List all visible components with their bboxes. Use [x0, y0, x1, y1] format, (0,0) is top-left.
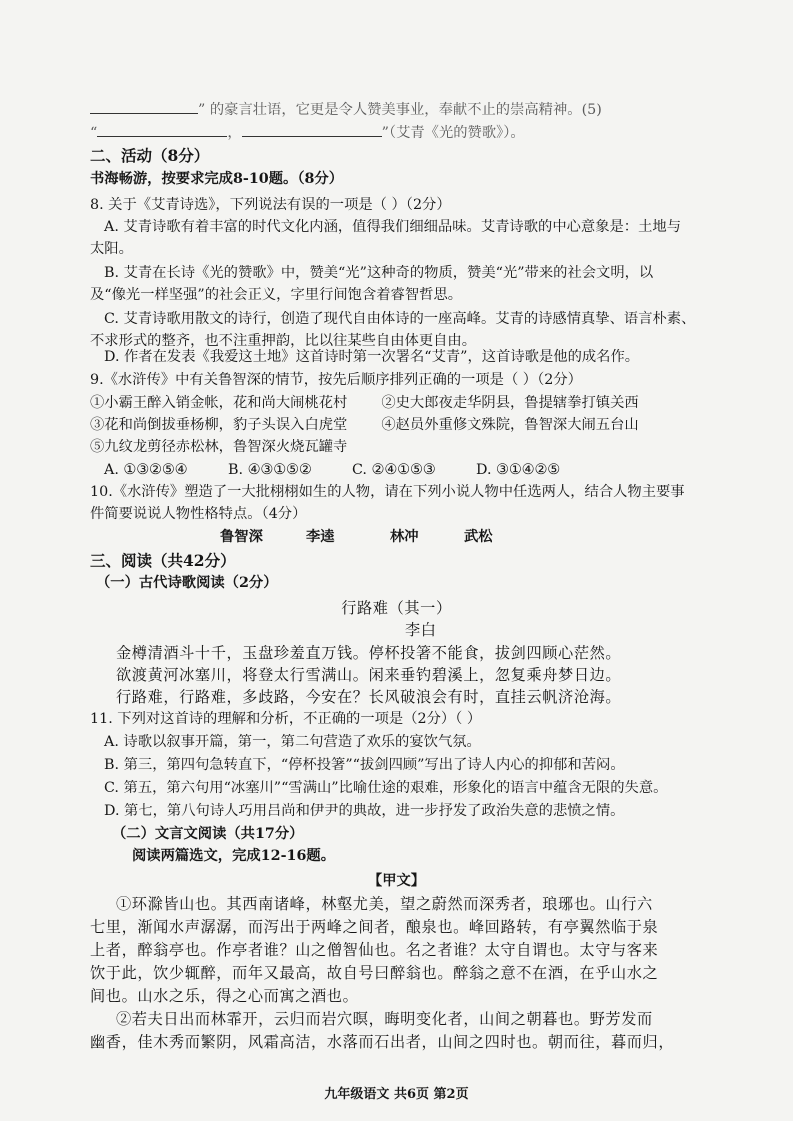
- poem-title: 行路难（其一）: [341, 599, 452, 617]
- q9-event-4: ④赵员外重修文殊院，鲁智深大闹五台山: [381, 417, 639, 433]
- classical-instruction: 阅读两篇选文，完成12-16题。: [132, 848, 335, 864]
- passage-jia-title: 【甲文】: [367, 873, 426, 889]
- section-heading-activity: 二、活动（8分）: [90, 146, 210, 165]
- q8-option-c: C. 艾青诗歌用散文的诗行，创造了现代自由体诗的一座高峰。艾青的诗感情真挚、语言朴素、: [104, 311, 696, 327]
- q9-events-row1: [90, 392, 639, 414]
- q10-stem-cont: 件简要说说人物性格特点。（4分）: [90, 506, 307, 522]
- passage-para1-line: 七里，渐闻水声潺潺，而泻出于两峰之间者，酿泉也。峰回路转，有亭翼然临于泉: [90, 918, 659, 936]
- q9-option-c[interactable]: C. ②④①⑤③: [352, 462, 436, 478]
- subsection-poetry: （一）古代诗歌阅读（2分）: [96, 575, 278, 591]
- character-name: 鲁智深: [220, 529, 263, 545]
- answer-blank[interactable]: [97, 122, 227, 137]
- q10-character-names: [220, 526, 493, 548]
- passage-para2-line: 幽香，佳木秀而繁阴，风霜高洁，水落而石出者，山间之四时也。朝而往，暮而归，: [90, 1033, 675, 1051]
- poem-line-2: 欲渡黄河冰塞川，将登太行雪满山。闲来垂钓碧溪上，忽复乘舟梦日边。: [116, 666, 622, 684]
- poem-line-3: 行路难，行路难，多歧路，今安在？长风破浪会有时，直挂云帆济沧海。: [116, 688, 622, 706]
- q8-option-a: A. 艾青诗歌有着丰富的时代文化内涵，值得我们细细品味。艾青诗歌的中心意象是：土地与: [104, 219, 681, 235]
- fill-line-2: “ ， ”（艾青《光的赞歌》）。: [90, 122, 525, 144]
- q11-option-b: B. 第三，第四句急转直下，“停杯投箸”“拔剑四顾”写出了诗人内心的抑郁和苦闷。: [104, 757, 625, 773]
- q11-option-d: D. 第七，第八句诗人巧用吕尚和伊尹的典故，进一步抒发了政治失意的悲愤之情。: [104, 803, 625, 819]
- q9-event-3: ③花和尚倒拔垂杨柳，豹子头误入白虎堂: [90, 417, 348, 433]
- subsection-classical: （二）文言文阅读（共17分）: [112, 826, 304, 842]
- q9-stem: 9.《水浒传》中有关鲁智深的情节，按先后顺序排列正确的一项是（ ）（2分）: [90, 372, 582, 388]
- poem-author: 李白: [405, 621, 437, 639]
- q8-option-c-cont: 不求形式的整齐，也不注重押韵，比以往某些自由体更自由。: [90, 333, 477, 349]
- q8-stem: 8. 关于《艾青诗选》，下列说法有误的一项是（ ）（2分）: [90, 197, 451, 213]
- section-instruction: 书海畅游，按要求完成8-10题。（8分）: [90, 171, 344, 187]
- answer-blank[interactable]: [242, 122, 382, 137]
- page-footer: 九年级语文 共6页 第2页: [324, 1087, 469, 1102]
- character-name: 林冲: [390, 529, 419, 545]
- q11-option-c: C. 第五，第六句用“冰塞川”“雪满山”比喻仕途的艰难，形象化的语言中蕴含无限的失意。: [104, 780, 668, 796]
- q8-option-b: B. 艾青在长诗《光的赞歌》中，赞美“光”这种奇的物质，赞美“光”带来的社会文明，以: [104, 265, 654, 281]
- answer-blank[interactable]: [90, 99, 198, 114]
- poem-line-1: 金樽清酒斗十千，玉盘珍羞直万钱。停杯投箸不能食，拔剑四顾心茫然。: [116, 644, 622, 662]
- passage-para2-line: ②若夫日出而林霏开，云归而岩穴暝，晦明变化者，山间之朝暮也。野芳发而: [116, 1010, 653, 1028]
- q9-options: [104, 459, 560, 481]
- passage-para1-line: 饮于此，饮少辄醉，而年又最高，故自号曰醉翁也。醉翁之意不在酒，在乎山水之: [90, 964, 659, 982]
- q10-stem: 10.《水浒传》塑造了一大批栩栩如生的人物，请在下列小说人物中任选两人，结合人物主要事: [90, 484, 685, 500]
- q9-option-d[interactable]: D. ③①④②⑤: [476, 462, 561, 478]
- character-name: 李逵: [306, 529, 335, 545]
- q9-events-row2: [90, 414, 639, 436]
- q11-option-a: A. 诗歌以叙事开篇，第一，第二句营造了欢乐的宴饮气氛。: [104, 734, 481, 750]
- q9-event-2: ②史大郎夜走华阴县，鲁提辖拳打镇关西: [381, 395, 639, 411]
- passage-para1-line: 上者，醉翁亭也。作亭者谁？山之僧智仙也。名之者谁？太守自谓也。太守与客来: [90, 941, 659, 959]
- q9-option-a[interactable]: A. ①③②⑤④: [104, 462, 188, 478]
- q9-event-5: ⑤九纹龙剪径赤松林，鲁智深火烧瓦罐寺: [90, 439, 348, 455]
- section-heading-reading: 三、阅读（共42分）: [90, 551, 236, 570]
- q8-option-d: D. 作者在发表《我爱这土地》这首诗时第一次署名“艾青”，这首诗歌是他的成名作。: [104, 349, 640, 365]
- q8-option-b-cont: 及“像光一样坚强”的社会正义，字里行间饱含着睿智哲思。: [90, 287, 463, 303]
- q8-option-a-cont: 太阳。: [90, 241, 133, 257]
- fill-line-1: ” 的豪言壮语，它更是令人赞美事业，奉献不止的崇高精神。(5): [90, 99, 602, 121]
- passage-para1-line: ①环滁皆山也。其西南诸峰，林壑尤美，望之蔚然而深秀者，琅琊也。山行六: [116, 895, 653, 913]
- q9-option-b[interactable]: B. ④③①⑤②: [228, 462, 312, 478]
- q9-event-1: ①小霸王醉入销金帐，花和尚大闹桃花村: [90, 395, 348, 411]
- passage-para1-line: 间也。山水之乐，得之心而寓之酒也。: [90, 987, 359, 1005]
- q11-stem: 11. 下列对这首诗的理解和分析，不正确的一项是（2分）（ ）: [90, 711, 482, 727]
- character-name: 武松: [464, 529, 493, 545]
